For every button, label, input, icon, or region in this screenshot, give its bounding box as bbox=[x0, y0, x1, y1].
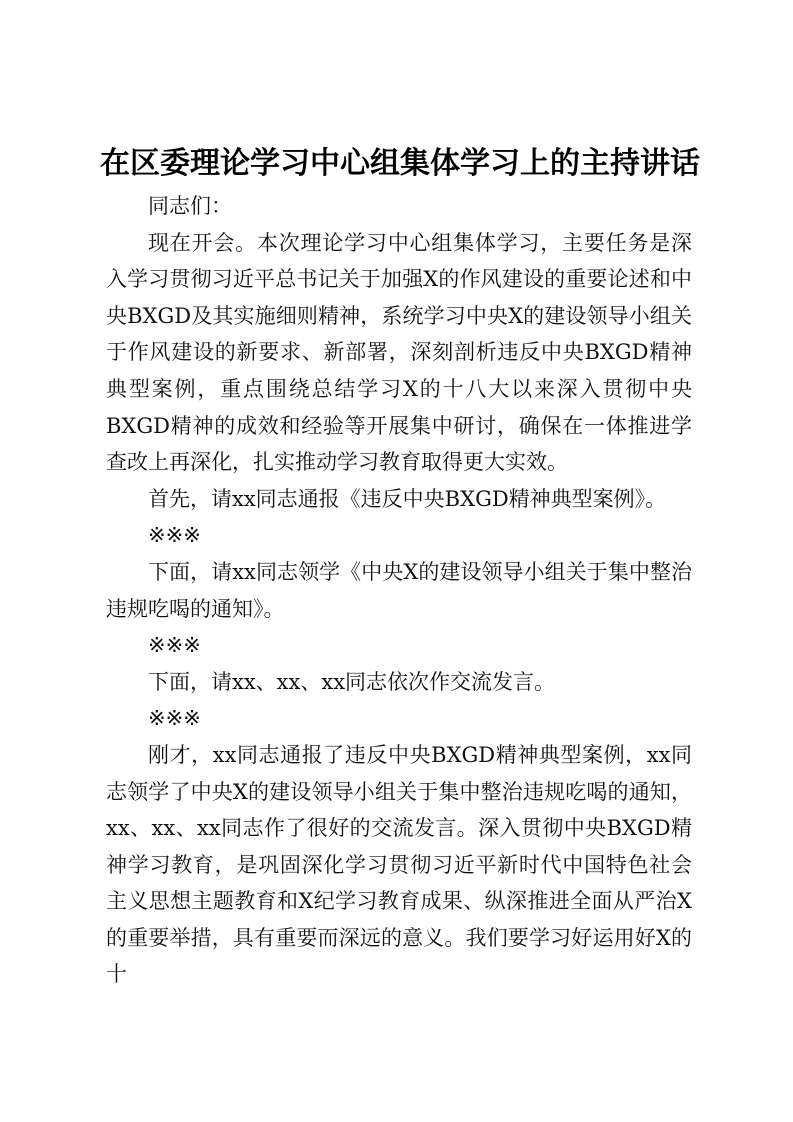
paragraph-separator: ※※※ bbox=[148, 523, 201, 548]
paragraph-first-agenda: 首先，请xx同志通报《违反中央BXGD精神典型案例》。 bbox=[148, 486, 667, 511]
paragraph-separator: ※※※ bbox=[148, 633, 201, 658]
paragraph-separator: ※※※ bbox=[148, 706, 201, 731]
paragraph-summary: 刚才，xx同志通报了违反中央BXGD精神典型案例，xx同志领学了中央X的建设领导小组关于集中整治违规吃喝的通知，xx、xx、xx同志作了很好的交流发言。深入贯彻中央BXGD精神学习教育，是巩固深化学习贯彻习近平新时代中国特色社会主义思想主题教育和X纪学习教育成果、纵深推进全面从严治X的重要举措，具有重要而深远的意义。我们要学习好运用好X的十 bbox=[106, 742, 692, 987]
paragraph-third-agenda: 下面，请xx、xx、xx同志依次作交流发言。 bbox=[148, 669, 556, 694]
paragraph-salutation: 同志们： bbox=[148, 194, 232, 218]
document-body bbox=[106, 188, 692, 993]
document-title: 在区委理论学习中心组集体学习上的主持讲话 bbox=[100, 146, 700, 181]
paragraph-second-agenda: 下面，请xx同志领学《中央X的建设领导小组关于集中整治违规吃喝的通知》。 bbox=[106, 559, 692, 621]
paragraph-opening: 现在开会。本次理论学习中心组集体学习，主要任务是深入学习贯彻习近平总书记关于加强X的作风建设的重要论述和中央BXGD及其实施细则精神，系统学习中央X的建设领导小组关于作风建设的新要求、新部署，深刻剖析违反中央BXGD精神典型案例，重点围绕总结学习X的十八大以来深入贯彻中央BXGD精神的成效和经验等开展集中研讨，确保在一体推进学查改上再深化，扎实推动学习教育取得更大实效。 bbox=[106, 230, 692, 475]
